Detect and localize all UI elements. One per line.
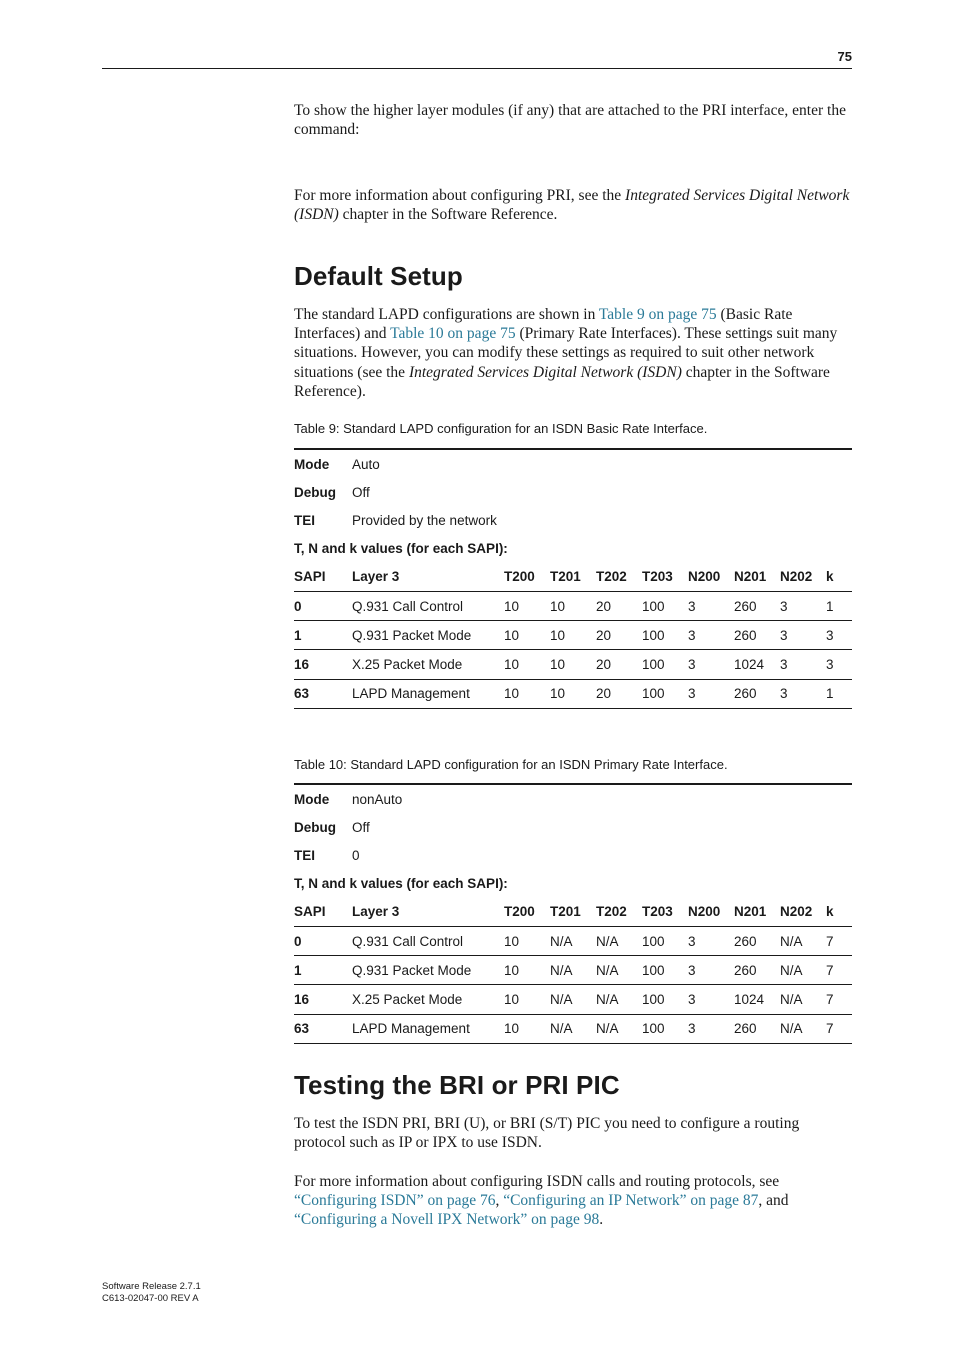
table10-cell: N/A [780, 1014, 826, 1043]
table10-header-cell: N201 [734, 898, 780, 927]
table10-mode-label: Mode [294, 784, 352, 813]
table10-caption-block [294, 757, 852, 772]
table9-cell: 3 [780, 621, 826, 650]
table9-cell: 20 [596, 679, 642, 708]
table9-cell: 20 [596, 591, 642, 620]
table10-cell: 3 [688, 985, 734, 1014]
default-setup-paragraph-block [294, 305, 852, 401]
table9-header-cell: T201 [550, 563, 596, 592]
table10-cell: 3 [688, 926, 734, 955]
testing-paragraph-1-block [294, 1114, 852, 1152]
table9-cell: 260 [734, 621, 780, 650]
table9-header-row [294, 563, 852, 592]
table10-cell: 1024 [734, 985, 780, 1014]
table10 [294, 783, 852, 1044]
table9-cell: 3 [688, 591, 734, 620]
table10-cell: Q.931 Packet Mode [352, 956, 504, 985]
table10-cell: 1 [294, 956, 352, 985]
table10-header-cell: T202 [596, 898, 642, 927]
testing-heading: Testing the BRI or PRI PIC [294, 1070, 620, 1100]
table10-mode-value: nonAuto [352, 784, 852, 813]
header-rule [102, 68, 852, 69]
table10-row [294, 985, 852, 1014]
table10-cell: 7 [826, 985, 852, 1014]
table10-cell: 100 [642, 1014, 688, 1043]
table10-cell: N/A [550, 1014, 596, 1043]
table10-cell: 100 [642, 926, 688, 955]
table10-cell: 10 [504, 956, 550, 985]
table10-cell: 3 [688, 1014, 734, 1043]
table9-tei-label: TEI [294, 512, 316, 528]
table10-cell: X.25 Packet Mode [352, 985, 504, 1014]
table10-header-cell: T203 [642, 898, 688, 927]
table9-cell: 3 [780, 679, 826, 708]
table10-cell: N/A [780, 926, 826, 955]
testing-p2-text: For more information about configuring ISDN calls and routing protocols, see [294, 1173, 780, 1190]
table10-cell: 10 [504, 985, 550, 1014]
table9 [294, 448, 852, 709]
intro-p2-italic: Integrated Services Digital Network (ISDN) [294, 187, 850, 224]
table10-header-cell: N200 [688, 898, 734, 927]
table10-cell: 10 [504, 1014, 550, 1043]
table9-caption-block [294, 421, 852, 436]
table10-header-cell: T200 [504, 898, 550, 927]
table10-cell: 260 [734, 956, 780, 985]
table9-cell: 3 [826, 621, 852, 650]
table9-debug-value: Off [352, 484, 370, 500]
table10-cell: N/A [550, 985, 596, 1014]
table10-debug-value: Off [352, 819, 370, 835]
table9-cell: 3 [780, 591, 826, 620]
table9-cell: 1 [826, 679, 852, 708]
testing-paragraph-2-block [294, 1172, 852, 1230]
configuring-novell-ipx-link[interactable]: “Configuring a Novell IPX Network” on page 98 [294, 1211, 600, 1229]
table10-row [294, 956, 852, 985]
table10-cell: 63 [294, 1014, 352, 1043]
table10-cell: 260 [734, 926, 780, 955]
ds-text-c: (Primary Rate Interfaces). These settings suit many situations. However, you can modify these settings as required to suit other network situations (see the [294, 325, 838, 381]
table10-header-cell: SAPI [294, 898, 352, 927]
table10-row [294, 1014, 852, 1043]
intro-section [294, 101, 852, 139]
intro-paragraph-1: To show the higher layer modules (if any) that are attached to the PRI interface, enter the command: [294, 102, 846, 139]
table9-mode-label: Mode [294, 449, 352, 478]
intro-p2-text-b: chapter in the Software Reference. [338, 206, 558, 224]
table10-cell: N/A [550, 926, 596, 955]
footer [102, 1281, 201, 1304]
table10-cell: 10 [504, 926, 550, 955]
default-setup-paragraph [294, 305, 852, 401]
table10-caption: Table 10: Standard LAPD configuration for an ISDN Primary Rate Interface. [294, 757, 728, 772]
table10-header-row [294, 898, 852, 927]
table10-cell: 260 [734, 1014, 780, 1043]
table9-cell: Q.931 Packet Mode [352, 621, 504, 650]
table9-cell: 260 [734, 679, 780, 708]
ds-italic: Integrated Services Digital Network (ISDN) [408, 363, 682, 381]
table9-cell: 63 [294, 679, 352, 708]
table10-grid [294, 783, 852, 1044]
table9-caption: Table 9: Standard LAPD configuration for an ISDN Basic Rate Interface. [294, 421, 708, 436]
table10-cell: 100 [642, 956, 688, 985]
table10-cell: 7 [826, 926, 852, 955]
table9-cell: 10 [504, 621, 550, 650]
table9-cell: 10 [550, 679, 596, 708]
ds-text-b: (Basic Rate Interfaces) and [294, 306, 793, 343]
table9-cell: 1024 [734, 650, 780, 679]
table9-cell: 100 [642, 621, 688, 650]
table9-cell: 100 [642, 679, 688, 708]
table9-link[interactable]: Table 9 on page 75 [598, 306, 717, 323]
table10-header-cell: T201 [550, 898, 596, 927]
table9-cell: 16 [294, 650, 352, 679]
default-setup-heading: Default Setup [294, 261, 463, 291]
table9-row [294, 679, 852, 708]
table10-cell: N/A [780, 956, 826, 985]
table10-cell: 7 [826, 956, 852, 985]
table10-cell: N/A [596, 985, 642, 1014]
default-setup-heading-block [294, 261, 852, 292]
table10-tnk-label: T, N and k values (for each SAPI): [294, 876, 508, 892]
table10-cell: N/A [550, 956, 596, 985]
ds-text-d: chapter in the Software Reference). [294, 363, 830, 400]
table9-header-cell: N202 [780, 563, 826, 592]
table9-header-cell: N200 [688, 563, 734, 592]
table9-cell: 3 [688, 679, 734, 708]
configuring-isdn-link[interactable]: “Configuring ISDN” on page 76 [294, 1192, 496, 1210]
table9-row [294, 650, 852, 679]
table10-cell: Q.931 Call Control [352, 926, 504, 955]
intro-paragraph-2 [294, 186, 852, 224]
table10-cell: 100 [642, 985, 688, 1014]
table9-cell: 20 [596, 621, 642, 650]
table9-grid [294, 448, 852, 709]
table9-header-cell: SAPI [294, 563, 352, 592]
table9-debug-label: Debug [294, 484, 336, 500]
table9-header-cell: N201 [734, 563, 780, 592]
ds-text-a: The standard LAPD configurations are shown in [294, 306, 599, 323]
table9-header-cell: T200 [504, 563, 550, 592]
table10-header-cell: k [826, 898, 852, 927]
table9-cell: 10 [504, 650, 550, 679]
table10-tei-value: 0 [352, 847, 360, 863]
table10-tei-label: TEI [294, 847, 316, 863]
table10-header-cell: Layer 3 [352, 898, 504, 927]
configuring-ip-network-link[interactable]: “Configuring an IP Network” on page 87 [503, 1192, 759, 1210]
table9-cell: 100 [642, 650, 688, 679]
footer-doc-id: C613-02047-00 REV A [102, 1292, 199, 1304]
testing-end: . [599, 1211, 604, 1229]
table9-header-cell: Layer 3 [352, 563, 504, 592]
table9-cell: 100 [642, 591, 688, 620]
table10-debug-label: Debug [294, 819, 336, 835]
table9-cell: 20 [596, 650, 642, 679]
table9-row [294, 621, 852, 650]
testing-paragraph-2 [294, 1172, 852, 1230]
testing-sep-1: , [495, 1192, 504, 1210]
table9-cell: 10 [550, 621, 596, 650]
testing-paragraph-1: To test the ISDN PRI, BRI (U), or BRI (S/T) PIC you need to configure a routing protocol such as IP or IPX to use ISDN. [294, 1115, 800, 1152]
table9-cell: LAPD Management [352, 679, 504, 708]
table9-cell: 10 [550, 650, 596, 679]
table10-cell: 3 [688, 956, 734, 985]
table10-cell: 16 [294, 985, 352, 1014]
testing-heading-block [294, 1070, 852, 1101]
intro-paragraph-2-block [294, 186, 852, 224]
table10-cell: N/A [596, 1014, 642, 1043]
table10-cell: 7 [826, 1014, 852, 1043]
table9-cell: 1 [826, 591, 852, 620]
table9-cell: 10 [504, 591, 550, 620]
table10-link[interactable]: Table 10 on page 75 [390, 325, 516, 343]
table9-mode-value: Auto [352, 449, 852, 478]
table9-cell: X.25 Packet Mode [352, 650, 504, 679]
table9-header-cell: T202 [596, 563, 642, 592]
table9-tei-value: Provided by the network [352, 512, 497, 528]
footer-release: Software Release 2.7.1 [102, 1281, 201, 1292]
table9-cell: 3 [826, 650, 852, 679]
table9-cell: 3 [688, 650, 734, 679]
table10-cell: LAPD Management [352, 1014, 504, 1043]
table9-cell: 3 [688, 621, 734, 650]
table10-cell: N/A [780, 985, 826, 1014]
table9-cell: 10 [550, 591, 596, 620]
table10-cell: N/A [596, 926, 642, 955]
table9-cell: 10 [504, 679, 550, 708]
intro-p2-text-a: For more information about configuring PRI, see the [294, 187, 626, 204]
page-number: 75 [837, 49, 852, 64]
table10-cell: N/A [596, 956, 642, 985]
testing-sep-2: , and [758, 1192, 789, 1210]
table9-row [294, 591, 852, 620]
table9-header-cell: T203 [642, 563, 688, 592]
table9-cell: 260 [734, 591, 780, 620]
table9-header-cell: k [826, 563, 852, 592]
table9-cell: 0 [294, 591, 352, 620]
table9-cell: Q.931 Call Control [352, 591, 504, 620]
table10-row [294, 926, 852, 955]
table9-cell: 1 [294, 621, 352, 650]
table10-cell: 0 [294, 926, 352, 955]
table10-header-cell: N202 [780, 898, 826, 927]
table9-cell: 3 [780, 650, 826, 679]
table9-tnk-label: T, N and k values (for each SAPI): [294, 541, 508, 557]
